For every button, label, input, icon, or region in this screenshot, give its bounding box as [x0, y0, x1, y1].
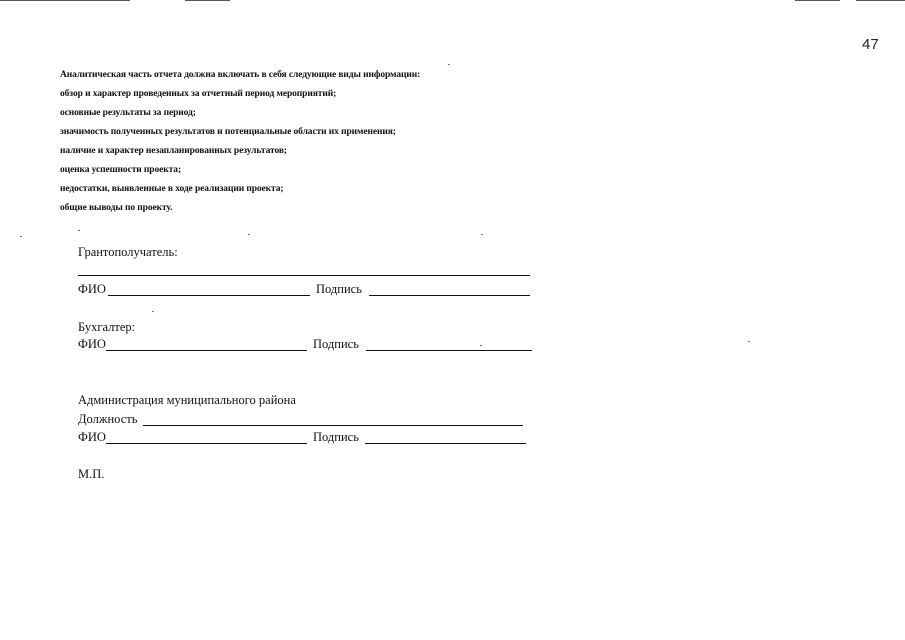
- grantee-signature-line: [369, 295, 530, 296]
- list-item: значимость полученных результатов и потенциальные области их применения;: [60, 127, 396, 137]
- scan-speck: [78, 230, 80, 231]
- grantee-fio-label: ФИО: [78, 282, 106, 296]
- accountant-signature-label: Подпись: [313, 337, 359, 351]
- administration-signature-line: [365, 443, 526, 444]
- list-item: общие выводы по проекту.: [60, 203, 173, 213]
- scan-speck: [480, 345, 482, 346]
- accountant-heading: Бухгалтер:: [78, 320, 136, 334]
- grantee-signature-label: Подпись: [316, 282, 362, 296]
- list-item: оценка успешности проекта;: [60, 165, 182, 175]
- scan-speck: [748, 341, 750, 342]
- position-label: Должность: [78, 412, 138, 426]
- accountant-fio-line: [106, 350, 307, 351]
- accountant-fio-label: ФИО: [78, 337, 106, 351]
- list-item: недостатки, выявленные в ходе реализации проекта;: [60, 184, 284, 194]
- scan-speck: [481, 234, 483, 235]
- scan-speck: [152, 311, 154, 312]
- stamp-label: М.П.: [78, 467, 105, 481]
- list-item: наличие и характер незапланированных результатов;: [60, 146, 287, 156]
- page-number: 47: [862, 36, 879, 53]
- grantee-fio-line: [108, 295, 310, 296]
- accountant-signature-line: [366, 350, 532, 351]
- grantee-heading: Грантополучатель:: [78, 245, 178, 259]
- position-line: [143, 425, 523, 426]
- list-item: основные результаты за период;: [60, 108, 196, 118]
- scan-artifact: [185, 0, 230, 1]
- scan-speck: [448, 64, 450, 65]
- list-item: Аналитическая часть отчета должна включать в себя следующие виды информации:: [60, 70, 421, 80]
- scan-speck: [248, 234, 250, 235]
- scan-speck: [20, 236, 22, 237]
- scan-artifact: [856, 0, 905, 1]
- scan-artifact: [0, 0, 130, 1]
- administration-heading: Администрация муниципального района: [78, 393, 296, 407]
- grantee-name-line: [78, 275, 530, 276]
- scan-artifact: [795, 0, 840, 1]
- administration-signature-label: Подпись: [313, 430, 359, 444]
- list-item: обзор и характер проведенных за отчетный период мероприятий;: [60, 89, 337, 99]
- info-list: [60, 66, 580, 218]
- administration-fio-line: [106, 443, 307, 444]
- administration-fio-label: ФИО: [78, 430, 106, 444]
